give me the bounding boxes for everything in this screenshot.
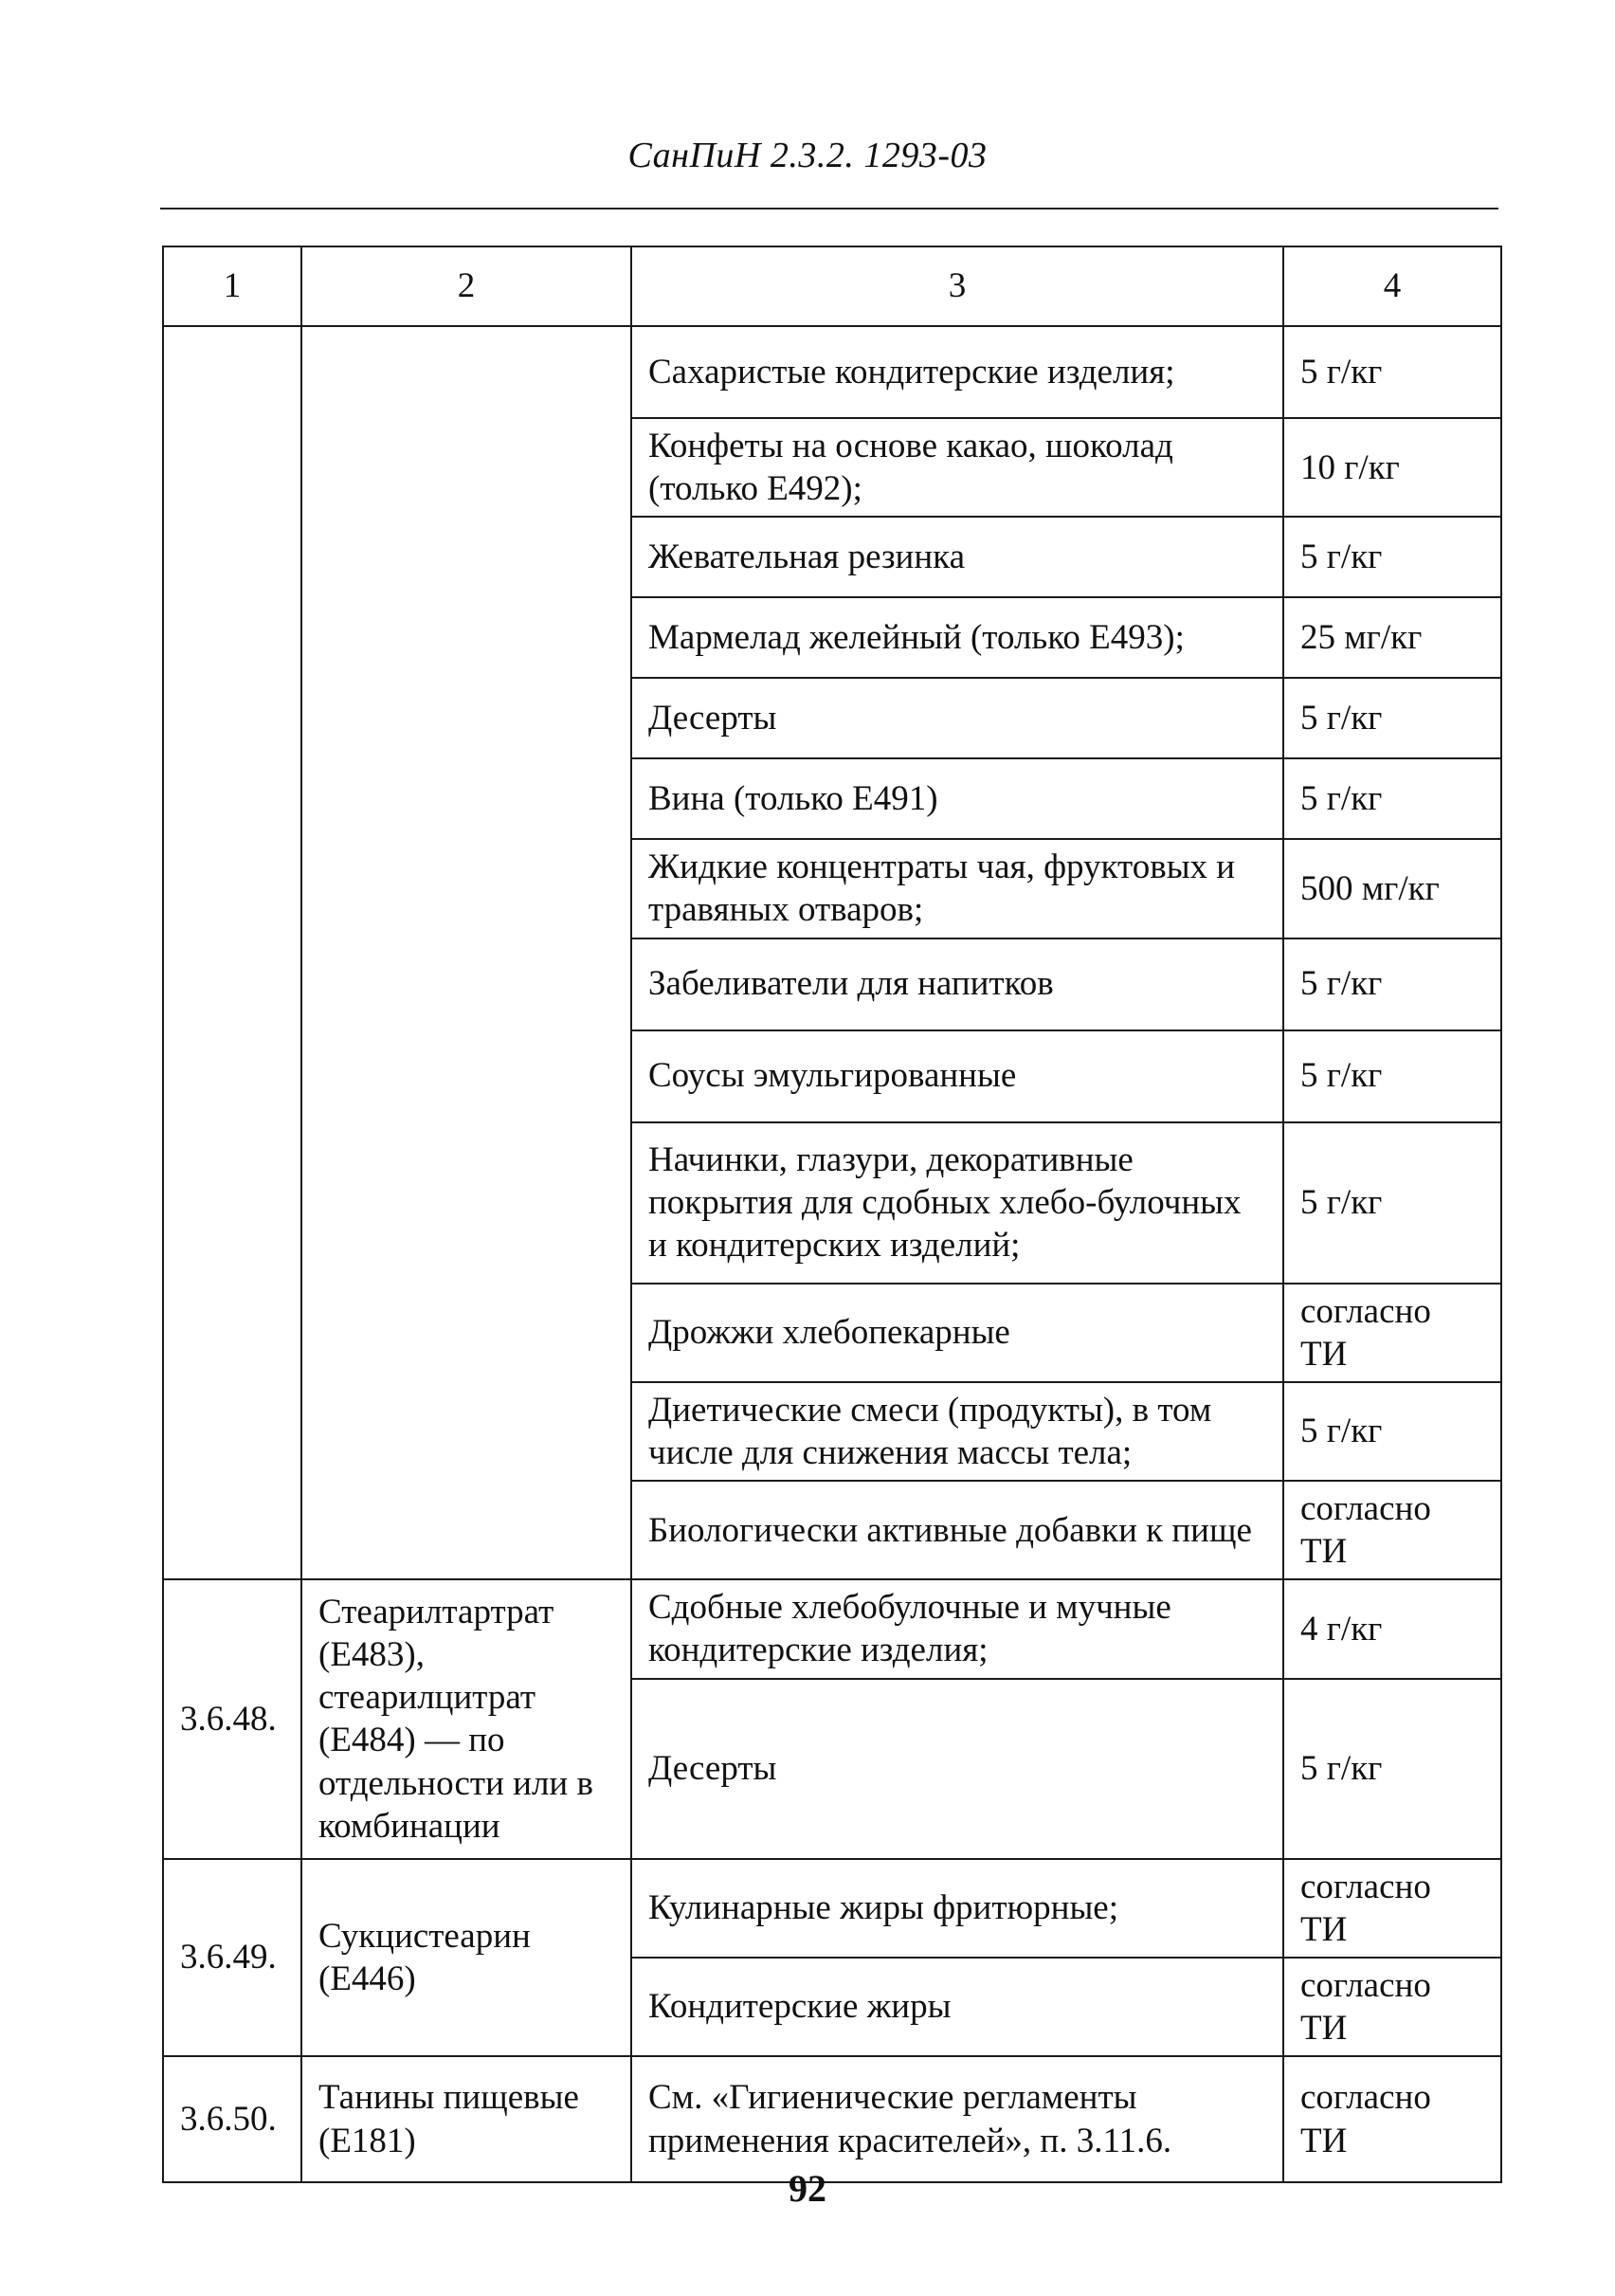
product-cell: Соусы эмульгированные [631, 1030, 1283, 1122]
product-cell: Сдобные хлебобулочные и мучные кондитерские изделия; [631, 1579, 1283, 1678]
product-cell: Биологически активные добавки к пище [631, 1481, 1283, 1579]
page-header: СанПиН 2.3.2. 1293-03 [627, 136, 988, 175]
table-row [163, 1859, 1501, 1958]
product-cell: Кулинарные жиры фритюрные; [631, 1859, 1283, 1958]
page-number: 92 [789, 2167, 826, 2210]
value-cell: 4 г/кг [1283, 1579, 1501, 1678]
name-cell-empty [301, 326, 631, 1579]
product-cell: Начинки, глазури, декоративные покрытия для сдобных хлебо-булочных и кондитерских изделий; [631, 1122, 1283, 1284]
value-cell: согласно ТИ [1283, 1481, 1501, 1579]
additive-name: Сукцистеарин (Е446) [301, 1859, 631, 2057]
product-cell: Диетические смеси (продукты), в том числе для снижения массы тела; [631, 1382, 1283, 1481]
additives-table [162, 246, 1502, 2183]
value-cell: 5 г/кг [1283, 938, 1501, 1030]
value-cell: согласно ТИ [1283, 1859, 1501, 1958]
value-cell: 5 г/кг [1283, 517, 1501, 597]
value-cell: 5 г/кг [1283, 1382, 1501, 1481]
column-number: 4 [1283, 246, 1501, 326]
value-cell: 5 г/кг [1283, 1030, 1501, 1122]
additive-code: 3.6.50. [163, 2056, 301, 2182]
column-number-row [163, 246, 1501, 326]
header-rule [160, 208, 1498, 210]
product-cell: См. «Гигиенические регламенты применения красителей», п. 3.11.6. [631, 2056, 1283, 2182]
value-cell: 10 г/кг [1283, 418, 1501, 517]
value-cell: 25 мг/кг [1283, 597, 1501, 678]
value-cell: 500 мг/кг [1283, 839, 1501, 938]
value-cell: 5 г/кг [1283, 326, 1501, 418]
table-row [163, 326, 1501, 418]
code-cell-empty [163, 326, 301, 1579]
product-cell: Сахаристые кондитерские изделия; [631, 326, 1283, 418]
product-cell: Десерты [631, 1679, 1283, 1859]
value-cell: согласно ТИ [1283, 1284, 1501, 1382]
column-number: 3 [631, 246, 1283, 326]
column-number: 2 [301, 246, 631, 326]
product-cell: Жевательная резинка [631, 517, 1283, 597]
product-cell: Десерты [631, 678, 1283, 758]
additive-name: Танины пищевые (Е181) [301, 2056, 631, 2182]
additive-name: Стеарилтартрат (Е483), стеарилцитрат (Е484) — по отдельности или в комбинации [301, 1579, 631, 1858]
product-cell: Конфеты на основе какао, шоколад (только Е492); [631, 418, 1283, 517]
product-cell: Кондитерские жиры [631, 1958, 1283, 2056]
product-cell: Дрожжи хлебопекарные [631, 1284, 1283, 1382]
value-cell: 5 г/кг [1283, 678, 1501, 758]
value-cell: 5 г/кг [1283, 1679, 1501, 1859]
product-cell: Мармелад желейный (только Е493); [631, 597, 1283, 678]
additive-code: 3.6.49. [163, 1859, 301, 2057]
column-number: 1 [163, 246, 301, 326]
value-cell: 5 г/кг [1283, 758, 1501, 839]
value-cell: согласно ТИ [1283, 2056, 1501, 2182]
table-row [163, 1579, 1501, 1678]
product-cell: Жидкие концентраты чая, фруктовых и травяных отваров; [631, 839, 1283, 938]
value-cell: 5 г/кг [1283, 1122, 1501, 1284]
product-cell: Вина (только Е491) [631, 758, 1283, 839]
value-cell: согласно ТИ [1283, 1958, 1501, 2056]
product-cell: Забеливатели для напитков [631, 938, 1283, 1030]
table-row [163, 2056, 1501, 2182]
additive-code: 3.6.48. [163, 1579, 301, 1858]
